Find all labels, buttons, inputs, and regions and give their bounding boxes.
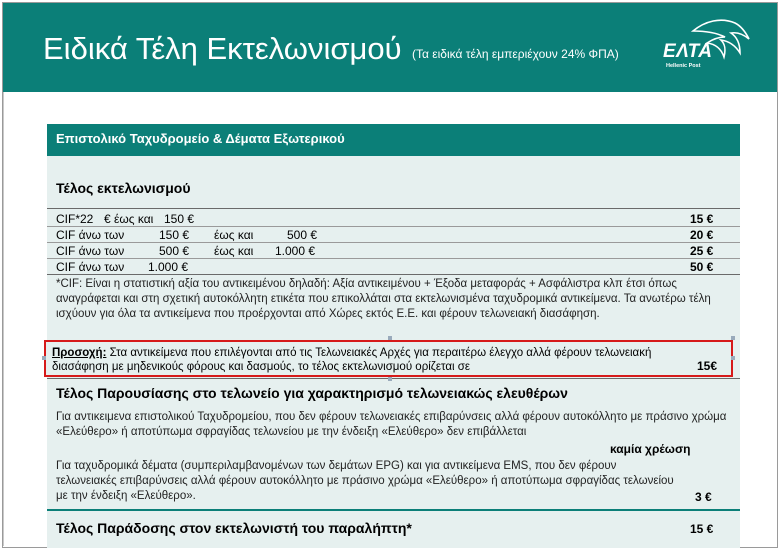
row3-min: 500 € [159,244,190,258]
selection-handle[interactable] [731,336,735,340]
attention-amount: 15€ [696,359,717,373]
selection-handle[interactable] [42,356,46,360]
selection-handle[interactable] [388,336,392,340]
page-subtitle: (Τα ειδικά τέλη εμπεριέχουν 24% ΦΠΑ) [412,47,619,61]
row2-label: CIF άνω των [56,228,125,242]
row4-min: 1.000 € [148,260,189,274]
row3-amount: 25 € [690,244,714,258]
attention-text [52,346,682,374]
divider [47,258,740,259]
page-title: Ειδικά Τέλη Εκτελωνισμού [43,31,402,66]
divider [47,242,740,243]
row3-upto: έως και [214,244,254,258]
logo-subtext: Hellenic Post [666,63,701,69]
clearance-fee-heading: Τέλος εκτελωνισμού [56,180,191,196]
attention-label: Προσοχή: [52,347,107,359]
delivery-fee-amount: 15 € [690,522,714,536]
delivery-fee-heading: Τέλος Παράδοσης στον εκτελωνιστή του παραλήπτη* [56,520,412,536]
selection-handle[interactable] [388,377,392,381]
section-band-international: Επιστολικό Ταχυδρομείο & Δέματα Εξωτερικού [47,124,740,156]
row1-label: CIF*22 [56,212,94,226]
row4-amount: 50 € [690,260,714,274]
page-header [3,3,777,92]
row1-max: 150 € [164,212,195,226]
divider [47,509,740,511]
attention-box [44,340,733,377]
left-rule [3,92,4,546]
divider [47,274,740,275]
divider [47,208,740,209]
row3-label: CIF άνω των [56,244,125,258]
row3-max: 1.000 € [275,244,316,258]
row4-label: CIF άνω των [56,260,125,274]
elta-logo [663,21,748,79]
parcels-description: Για ταχυδρομικά δέματα (συμπεριλαμβανομένων των δεμάτων EPG) και για αντικείμενα EMS, που δεν φέρουν τελωνειακές επιβαρύνσεις αλλά φέρουν αυτοκόλλητο με πράσινο χρώμα «Ελεύθερο» ή αποτύπωμα σφραγίδας τελωνείου με την ένδειξη «Ελεύθερο». [56,460,674,502]
fees-panel [47,124,740,548]
parcels-fee: 3 € [695,490,712,504]
row2-max: 500 € [287,228,318,242]
row2-min: 150 € [159,228,190,242]
row2-upto: έως και [214,228,254,242]
divider [47,378,740,379]
no-charge-fee: καμία χρέωση [610,442,691,456]
attention-body: Στα αντικείμενα που επιλέγονται από τις Τελωνειακές Αρχές για περαιτέρω έλεγχο αλλά φέρουν τελωνειακή διασάφηση με μηδενικούς φόρους και δασμούς, το τέλος εκτελωνισμού ορίζεται σε [52,347,652,373]
divider [47,226,740,227]
row1-range: € έως και [104,212,154,226]
selection-handle[interactable] [731,356,735,360]
row1-amount: 15 € [690,212,714,226]
letter-items-description: Για αντικειμενα επιστολικού Ταχυδρομείου, που δεν φέρουν τελωνειακές επιβαρύνσεις αλλά φέρουν αυτοκόλλητο με πράσινο χρώμα «Ελεύθερο» ή αποτύπωμα σφραγίδας τελωνείου με την ένδειξη «Ελεύθερο» δεν επιβάλλεται [56,411,727,438]
presentation-fee-heading: Τέλος Παρουσίασης στο τελωνείο για χαρακτηρισμό τελωνειακώς ελευθέρων [56,385,568,401]
row2-amount: 20 € [690,228,714,242]
logo-text: ΕΛΤΑ [663,41,713,62]
cif-footnote: *CIF: Είναι η στατιστική αξία του αντικειμένου δηλαδή: Αξία αντικειμένου + Έξοδα μεταφοράς + Ασφάλιστρα κλπ έτσι όπως αναγράφεται και στη σχετική αυτοκόλλητη ετικέτα που επικολλάται στα εκτελωνισμένα ταχυδρομικά αντικείμενα. Τα ανωτέρω τέλη ισχύουν για όλα τα αντικείμενα που προέρχονται από Χώρες εκτός Ε.Ε. και φέρουν τελωνειακή διασάφηση. [56,278,711,320]
